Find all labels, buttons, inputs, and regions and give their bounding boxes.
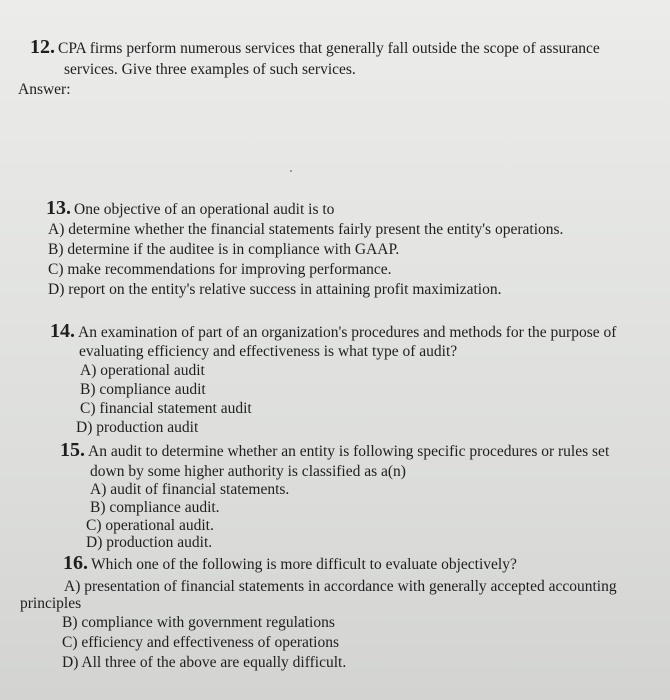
question-14 — [50, 320, 617, 342]
question-15 — [60, 439, 610, 461]
question-text: CPA firms perform numerous services that generally fall outside the scope of assurance — [58, 40, 600, 57]
q16-option-b: B) compliance with government regulations — [62, 614, 335, 631]
question-number: 14. — [50, 320, 75, 342]
question-13 — [46, 197, 335, 219]
q16-option-a: A) presentation of financial statements in accordance with generally accepted accounting — [64, 578, 617, 595]
q14-option-c: C) financial statement audit — [80, 400, 252, 417]
q15-option-d: D) production audit. — [86, 534, 213, 551]
question-text: One objective of an operational audit is to — [74, 201, 335, 218]
question-14-line-2: evaluating efficiency and effectiveness is what type of audit? — [79, 343, 458, 360]
q16-option-c: C) efficiency and effectiveness of operations — [62, 634, 340, 651]
question-15-line-2: down by some higher authority is classified as a(n) — [90, 463, 406, 480]
q13-option-d: D) report on the entity's relative success in attaining profit maximization. — [48, 281, 502, 298]
q15-option-b: B) compliance audit. — [90, 499, 220, 516]
question-number: 12. — [30, 36, 55, 58]
q16-option-d: D) All three of the above are equally difficult. — [62, 654, 347, 671]
question-text: An examination of part of an organization's procedures and methods for the purpose of — [78, 324, 617, 341]
q16-option-a-line-2: principles — [20, 595, 82, 612]
question-number: 15. — [60, 439, 85, 461]
question-number: 13. — [46, 197, 71, 219]
question-number: 16. — [63, 552, 88, 574]
q15-option-c: C) operational audit. — [86, 517, 214, 534]
q14-option-a: A) operational audit — [80, 362, 205, 379]
speck — [290, 170, 292, 172]
question-text: An audit to determine whether an entity is following specific procedures or rules set — [88, 443, 610, 460]
q14-option-b: B) compliance audit — [80, 381, 206, 398]
q13-option-b: B) determine if the auditee is in compliance with GAAP. — [48, 241, 400, 258]
answer-label: Answer: — [18, 81, 71, 98]
q14-option-d: D) production audit — [76, 419, 199, 436]
q15-option-a: A) audit of financial statements. — [90, 481, 290, 498]
question-text: Which one of the following is more difficult to evaluate objectively? — [91, 556, 517, 573]
q13-option-a: A) determine whether the financial statements fairly present the entity's operations. — [48, 221, 564, 238]
q13-option-c: C) make recommendations for improving performance. — [48, 261, 392, 278]
question-16 — [63, 552, 517, 574]
question-12-line-2: services. Give three examples of such services. — [64, 61, 356, 78]
question-12 — [30, 36, 600, 58]
